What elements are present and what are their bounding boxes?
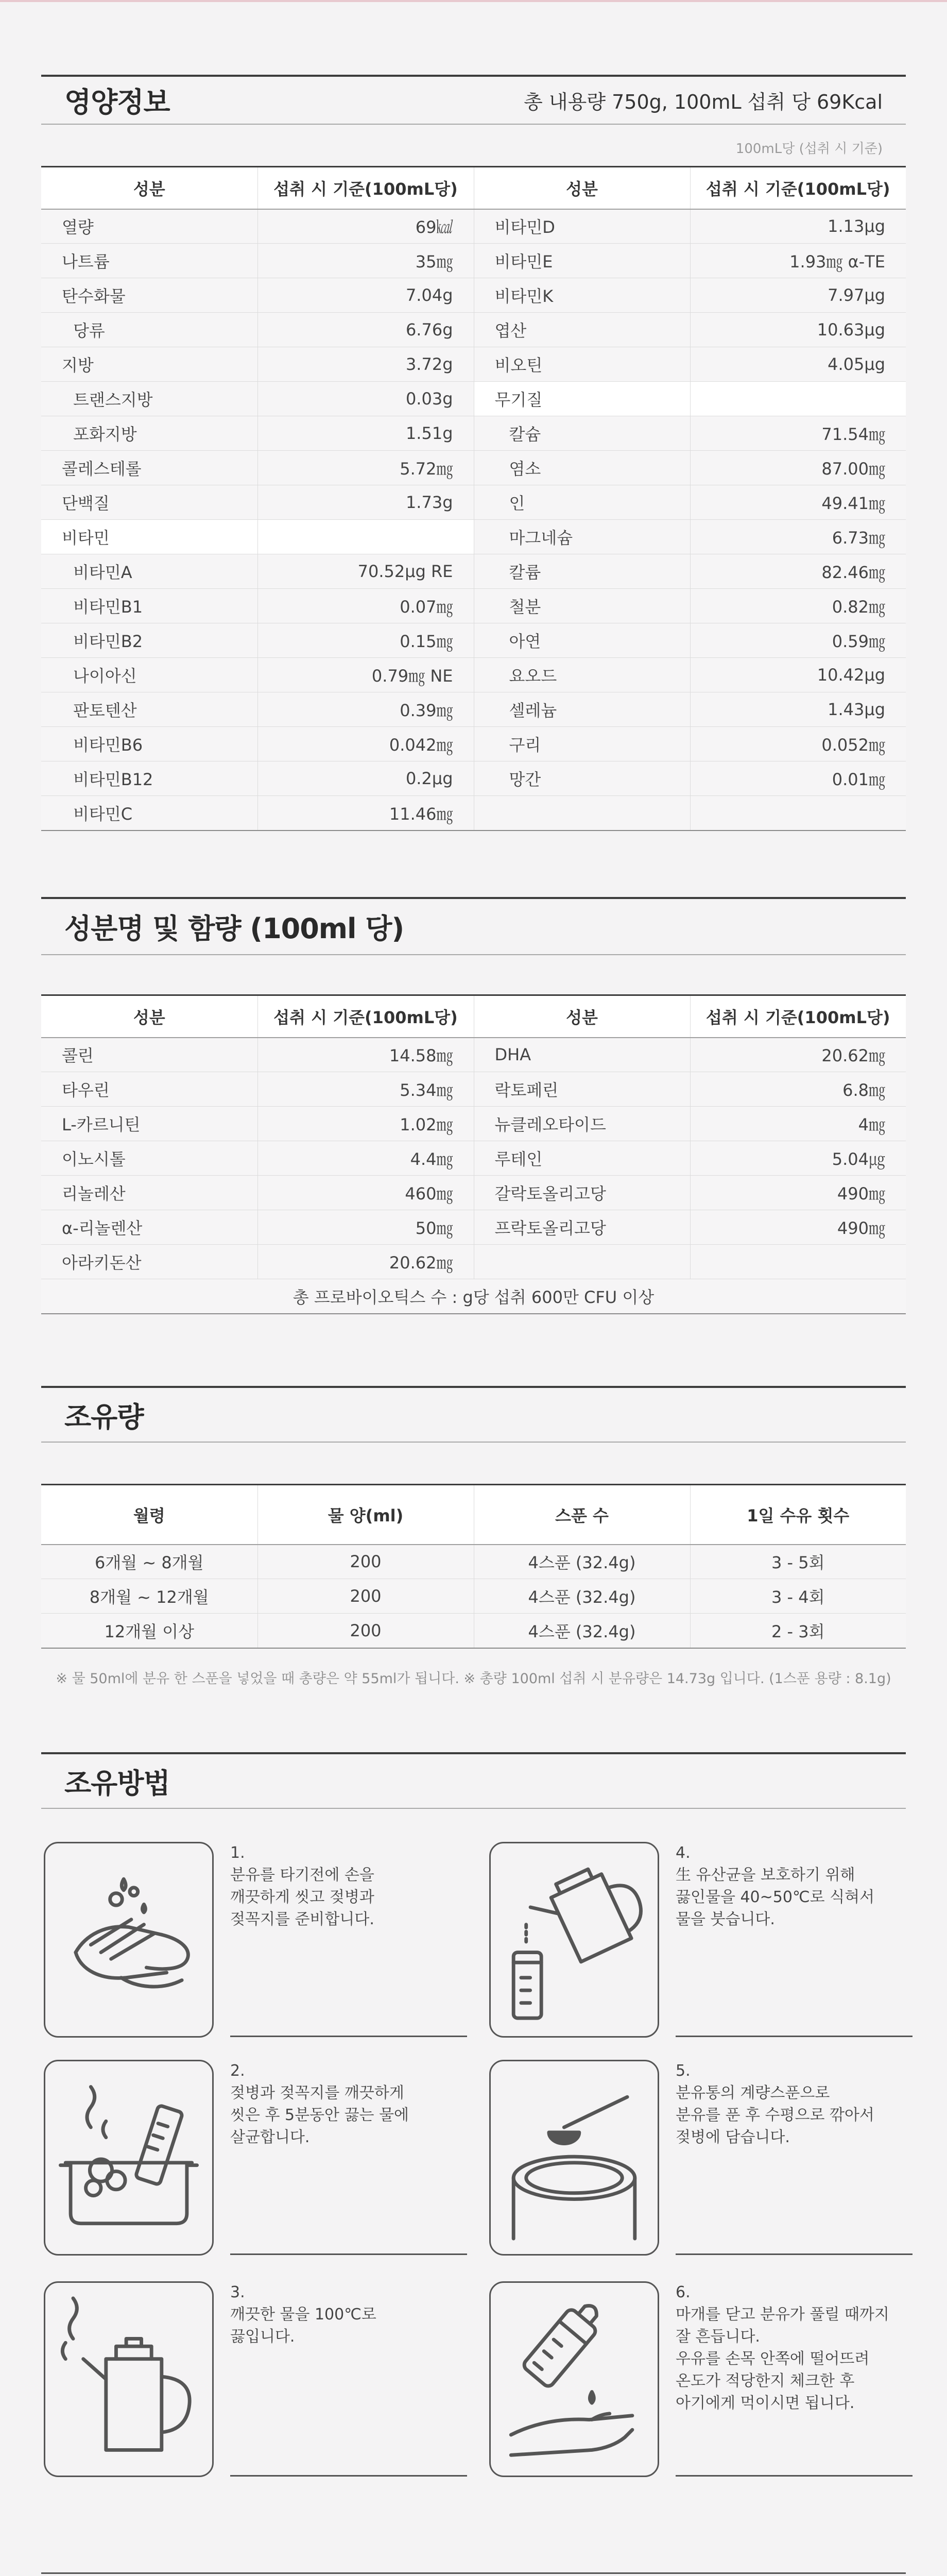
table-cell: 6개월 ~ 8개월: [41, 1545, 257, 1579]
table-row: [41, 796, 906, 831]
nutrient-name: 철분: [474, 589, 690, 623]
table-row: [41, 313, 906, 347]
nutrient-name: 마그네슘: [474, 520, 690, 554]
nutrient-value: 1.51g: [257, 416, 474, 451]
table-row: [41, 1107, 906, 1141]
nutrient-name: 셀레늄: [474, 692, 690, 727]
step-2-line-2: 씻은 후 5분동안 끓는 물에: [230, 2106, 409, 2124]
nutrient-name: 루테인: [474, 1141, 690, 1176]
top-accent-line: [0, 0, 947, 2]
nutrient-value: 5.04㎍: [690, 1141, 906, 1176]
nutrient-name: 비타민B1: [41, 589, 257, 623]
table-cell: 200: [257, 1614, 474, 1648]
nutrient-value: 490㎎: [690, 1176, 906, 1210]
step-4-line-2: 끓인물을 40~50℃로 식혀서: [676, 1888, 875, 1906]
pouring-kettle-icon: [489, 1842, 659, 2038]
table-row: [41, 623, 906, 658]
step-6-line-1: 마개를 닫고 분유가 풀릴 때까지: [676, 2306, 889, 2324]
nutrient-name: 비타민C: [41, 796, 257, 831]
nutrient-name: 비타민B6: [41, 727, 257, 761]
nutrient-value: 0.052㎎: [690, 727, 906, 761]
step-3: [44, 2281, 466, 2480]
table-row: [41, 451, 906, 485]
nutrient-name: 당류: [41, 313, 257, 347]
ingredients-col-name-left: 성분: [41, 995, 257, 1038]
table-row: [41, 554, 906, 589]
nutrient-name: DHA: [474, 1038, 690, 1072]
nutrient-name: 이노시톨: [41, 1141, 257, 1176]
nutrient-value: 71.54㎎: [690, 416, 906, 451]
feeding-col-age: 월령: [41, 1485, 257, 1545]
nutrient-name: 락토페린: [474, 1072, 690, 1107]
nutrient-value: 0.07㎎: [257, 589, 474, 623]
nutrition-header: [41, 75, 906, 125]
nutrient-name: 비타민E: [474, 244, 690, 278]
nutrient-name: 나트륨: [41, 244, 257, 278]
nutrient-value: 87.00㎎: [690, 451, 906, 485]
nutrient-name: 칼륨: [474, 554, 690, 589]
step-2-number: 2.: [230, 2062, 245, 2080]
nutrient-value: [690, 1245, 906, 1279]
nutrient-name: 나이아신: [41, 658, 257, 692]
table-row: [41, 209, 906, 244]
nutrient-value: 20.62㎎: [690, 1038, 906, 1072]
table-row: [41, 520, 906, 554]
step-1: [44, 1842, 466, 2040]
nutrient-name: 타우린: [41, 1072, 257, 1107]
nutrient-value: 4.05μg: [690, 347, 906, 382]
step-5-line-1: 분유통의 계량스푼으로: [676, 2084, 830, 2102]
nutrient-value: 49.41㎎: [690, 485, 906, 520]
table-cell: 8개월 ~ 12개월: [41, 1579, 257, 1614]
step-6-line-2: 잘 흔듭니다.: [676, 2328, 760, 2346]
bottle-wrist-test-icon: [489, 2281, 659, 2477]
table-row: [41, 1245, 906, 1279]
table-row: [41, 658, 906, 692]
step-5-line-3: 젖병에 담습니다.: [676, 2128, 790, 2146]
ingredients-header: [41, 897, 906, 955]
page-bottom-line: [41, 2572, 906, 2574]
nutrient-name: [474, 796, 690, 831]
nutrient-value: [690, 382, 906, 416]
nutrient-value: 69㎉: [257, 209, 474, 244]
nutrient-value: 0.82㎎: [690, 589, 906, 623]
nutrient-value: [257, 520, 474, 554]
nutrient-name: 콜린: [41, 1038, 257, 1072]
nutrient-name: 갈락토올리고당: [474, 1176, 690, 1210]
nutrient-name: 아연: [474, 623, 690, 658]
nutrition-summary: 총 내용량 750g, 100mL 섭취 당 69Kcal: [524, 91, 883, 113]
nutrient-value: 1.02㎎: [257, 1107, 474, 1141]
feeding-col-times: 1일 수유 횟수: [690, 1485, 906, 1545]
nutrient-name: 비타민A: [41, 554, 257, 589]
nutrient-value: 10.63μg: [690, 313, 906, 347]
nutrient-name: 비타민B12: [41, 761, 257, 796]
nutrient-name: 아라키돈산: [41, 1245, 257, 1279]
table-row: [41, 727, 906, 761]
step-4: [489, 1842, 911, 2040]
step-2-underline: [230, 2253, 467, 2255]
nutrient-value: 7.04g: [257, 278, 474, 313]
table-row: [41, 347, 906, 382]
nutrient-value: 0.03g: [257, 382, 474, 416]
nutrient-value: 0.01㎎: [690, 761, 906, 796]
nutrient-name: 망간: [474, 761, 690, 796]
nutrient-value: 7.97μg: [690, 278, 906, 313]
feeding-amount-header: [41, 1386, 906, 1443]
nutrient-name: 탄수화물: [41, 278, 257, 313]
table-cell: 4스푼 (32.4g): [474, 1579, 690, 1614]
table-row: [41, 485, 906, 520]
table-row: [41, 1545, 906, 1579]
table-row: [41, 244, 906, 278]
nutrient-name: 인: [474, 485, 690, 520]
nutrient-name: 구리: [474, 727, 690, 761]
step-1-underline: [230, 2036, 467, 2037]
nutrient-name: 비타민: [41, 520, 257, 554]
step-6-line-3: 우유를 손목 안쪽에 떨어뜨려: [676, 2350, 870, 2368]
step-5-line-2: 분유를 푼 후 수평으로 깎아서: [676, 2106, 874, 2124]
formula-can-scoop-icon: [489, 2060, 659, 2256]
nutrient-name: 비오틴: [474, 347, 690, 382]
nutrient-value: 35㎎: [257, 244, 474, 278]
feeding-amount-title: 조유량: [64, 1400, 144, 1433]
nutrient-value: 4㎎: [690, 1107, 906, 1141]
nutrition-col-value-right: 섭취 시 기준(100mL당): [690, 167, 906, 209]
table-cell: 200: [257, 1579, 474, 1614]
step-3-number: 3.: [230, 2283, 245, 2301]
step-6-underline: [676, 2475, 912, 2477]
nutrient-name: 비타민K: [474, 278, 690, 313]
table-row: [41, 382, 906, 416]
nutrient-value: 5.72㎎: [257, 451, 474, 485]
nutrient-value: 70.52μg RE: [257, 554, 474, 589]
table-cell: 3 - 4회: [690, 1579, 906, 1614]
nutrition-table: [41, 166, 906, 831]
table-row: [41, 1210, 906, 1245]
nutrient-value: 460㎎: [257, 1176, 474, 1210]
nutrient-value: 82.46㎎: [690, 554, 906, 589]
feeding-method-title: 조유방법: [64, 1767, 170, 1800]
table-row: [41, 692, 906, 727]
nutrient-name: [474, 1245, 690, 1279]
nutrition-title: 영양정보: [64, 86, 170, 118]
table-row: [41, 1141, 906, 1176]
nutrient-value: 11.46㎎: [257, 796, 474, 831]
nutrient-name: 단백질: [41, 485, 257, 520]
step-2-line-1: 젖병과 젖꼭지를 깨끗하게: [230, 2084, 404, 2102]
feeding-amount-table: [41, 1484, 906, 1649]
step-3-underline: [230, 2475, 467, 2477]
nutrient-name: 트랜스지방: [41, 382, 257, 416]
nutrition-col-value-left: 섭취 시 기준(100mL당): [257, 167, 474, 209]
nutrient-name: 프락토올리고당: [474, 1210, 690, 1245]
nutrient-value: 14.58㎎: [257, 1038, 474, 1072]
step-5-number: 5.: [676, 2062, 691, 2080]
nutrient-name: 칼슘: [474, 416, 690, 451]
nutrient-value: 0.59㎎: [690, 623, 906, 658]
table-cell: 2 - 3회: [690, 1614, 906, 1648]
step-6: [489, 2281, 911, 2480]
sterilizing-pot-icon: [44, 2060, 214, 2256]
nutrient-value: 10.42μg: [690, 658, 906, 692]
nutrient-name: 비타민B2: [41, 623, 257, 658]
nutrient-name: 요오드: [474, 658, 690, 692]
nutrient-value: 3.72g: [257, 347, 474, 382]
nutrient-value: 1.73g: [257, 485, 474, 520]
ingredients-title: 성분명 및 함량 (100ml 당): [64, 912, 404, 945]
nutrient-name: 염소: [474, 451, 690, 485]
step-3-line-2: 끓입니다.: [230, 2328, 295, 2346]
ingredients-col-value-left: 섭취 시 기준(100mL당): [257, 995, 474, 1038]
nutrient-value: 0.15㎎: [257, 623, 474, 658]
nutrient-name: 뉴클레오타이드: [474, 1107, 690, 1141]
step-2: [44, 2060, 466, 2258]
nutrient-value: 1.13μg: [690, 209, 906, 244]
nutrient-name: 지방: [41, 347, 257, 382]
nutrient-value: [690, 796, 906, 831]
nutrient-value: 6.8㎎: [690, 1072, 906, 1107]
nutrient-value: 490㎎: [690, 1210, 906, 1245]
table-row: [41, 761, 906, 796]
step-4-line-1: 生 유산균을 보호하기 위해: [676, 1866, 855, 1884]
nutrient-value: 0.042㎎: [257, 727, 474, 761]
table-row: [41, 1072, 906, 1107]
step-4-underline: [676, 2036, 912, 2037]
nutrient-value: 4.4㎎: [257, 1141, 474, 1176]
feeding-col-spoons: 스푼 수: [474, 1485, 690, 1545]
nutrient-value: 0.39㎎: [257, 692, 474, 727]
nutrient-value: 0.2μg: [257, 761, 474, 796]
feeding-amount-note: ※ 물 50ml에 분유 한 스푼을 넣었을 때 총량은 약 55ml가 됩니다. ※ 총량 100ml 섭취 시 분유량은 14.73g 입니다. (1스푼 용량 : 8.1g): [56, 1671, 891, 1687]
kettle-icon: [44, 2281, 214, 2477]
feeding-method-header: [41, 1752, 906, 1809]
nutrient-name: 엽산: [474, 313, 690, 347]
step-5-underline: [676, 2253, 912, 2255]
table-row: [41, 1279, 906, 1314]
table-row: [41, 1176, 906, 1210]
nutrient-value: 1.43μg: [690, 692, 906, 727]
nutrient-name: 판토텐산: [41, 692, 257, 727]
probiotics-note: 총 프로바이오틱스 수 : g당 섭취 600만 CFU 이상: [41, 1279, 906, 1314]
table-row: [41, 416, 906, 451]
table-row: [41, 1614, 906, 1648]
feeding-col-water: 물 양(ml): [257, 1485, 474, 1545]
table-cell: 12개월 이상: [41, 1614, 257, 1648]
nutrient-value: 50㎎: [257, 1210, 474, 1245]
step-1-line-2: 깨끗하게 씻고 젖병과: [230, 1888, 374, 1906]
step-6-line-4: 온도가 적당한지 체크한 후: [676, 2372, 855, 2390]
step-6-line-5: 아기에게 먹이시면 됩니다.: [676, 2394, 855, 2412]
nutrient-value: 0.79㎎ NE: [257, 658, 474, 692]
nutrient-value: 1.93㎎ α-TE: [690, 244, 906, 278]
nutrient-value: 20.62㎎: [257, 1245, 474, 1279]
step-3-line-1: 깨끗한 물을 100℃로: [230, 2306, 376, 2324]
nutrient-name: 비타민D: [474, 209, 690, 244]
table-row: [41, 1579, 906, 1614]
step-4-number: 4.: [676, 1844, 691, 1862]
hand-washing-icon: [44, 1842, 214, 2038]
step-6-number: 6.: [676, 2283, 691, 2301]
table-row: [41, 589, 906, 623]
step-1-number: 1.: [230, 1844, 245, 1862]
table-cell: 200: [257, 1545, 474, 1579]
step-4-line-3: 물을 붓습니다.: [676, 1910, 775, 1928]
nutrient-name: 포화지방: [41, 416, 257, 451]
nutrient-value: 6.76g: [257, 313, 474, 347]
table-row: [41, 1038, 906, 1072]
nutrient-name: 열량: [41, 209, 257, 244]
nutrient-name: α-리놀렌산: [41, 1210, 257, 1245]
nutrient-value: 5.34㎎: [257, 1072, 474, 1107]
nutrient-name: L-카르니틴: [41, 1107, 257, 1141]
step-1-line-1: 분유를 타기전에 손을: [230, 1866, 374, 1884]
nutrient-value: 6.73㎎: [690, 520, 906, 554]
nutrient-name: 무기질: [474, 382, 690, 416]
step-5: [489, 2060, 911, 2258]
nutrition-col-name-right: 성분: [474, 167, 690, 209]
table-cell: 4스푼 (32.4g): [474, 1545, 690, 1579]
step-2-line-3: 살균합니다.: [230, 2128, 310, 2146]
ingredients-table: [41, 994, 906, 1314]
nutrition-unit-note: 100mL당 (섭취 시 기준): [735, 141, 883, 157]
step-1-line-3: 젖꼭지를 준비합니다.: [230, 1910, 374, 1928]
table-cell: 3 - 5회: [690, 1545, 906, 1579]
nutrition-col-name-left: 성분: [41, 167, 257, 209]
ingredients-col-value-right: 섭취 시 기준(100mL당): [690, 995, 906, 1038]
table-row: [41, 278, 906, 313]
nutrient-name: 리놀레산: [41, 1176, 257, 1210]
nutrient-name: 콜레스테롤: [41, 451, 257, 485]
ingredients-col-name-right: 성분: [474, 995, 690, 1038]
table-cell: 4스푼 (32.4g): [474, 1614, 690, 1648]
